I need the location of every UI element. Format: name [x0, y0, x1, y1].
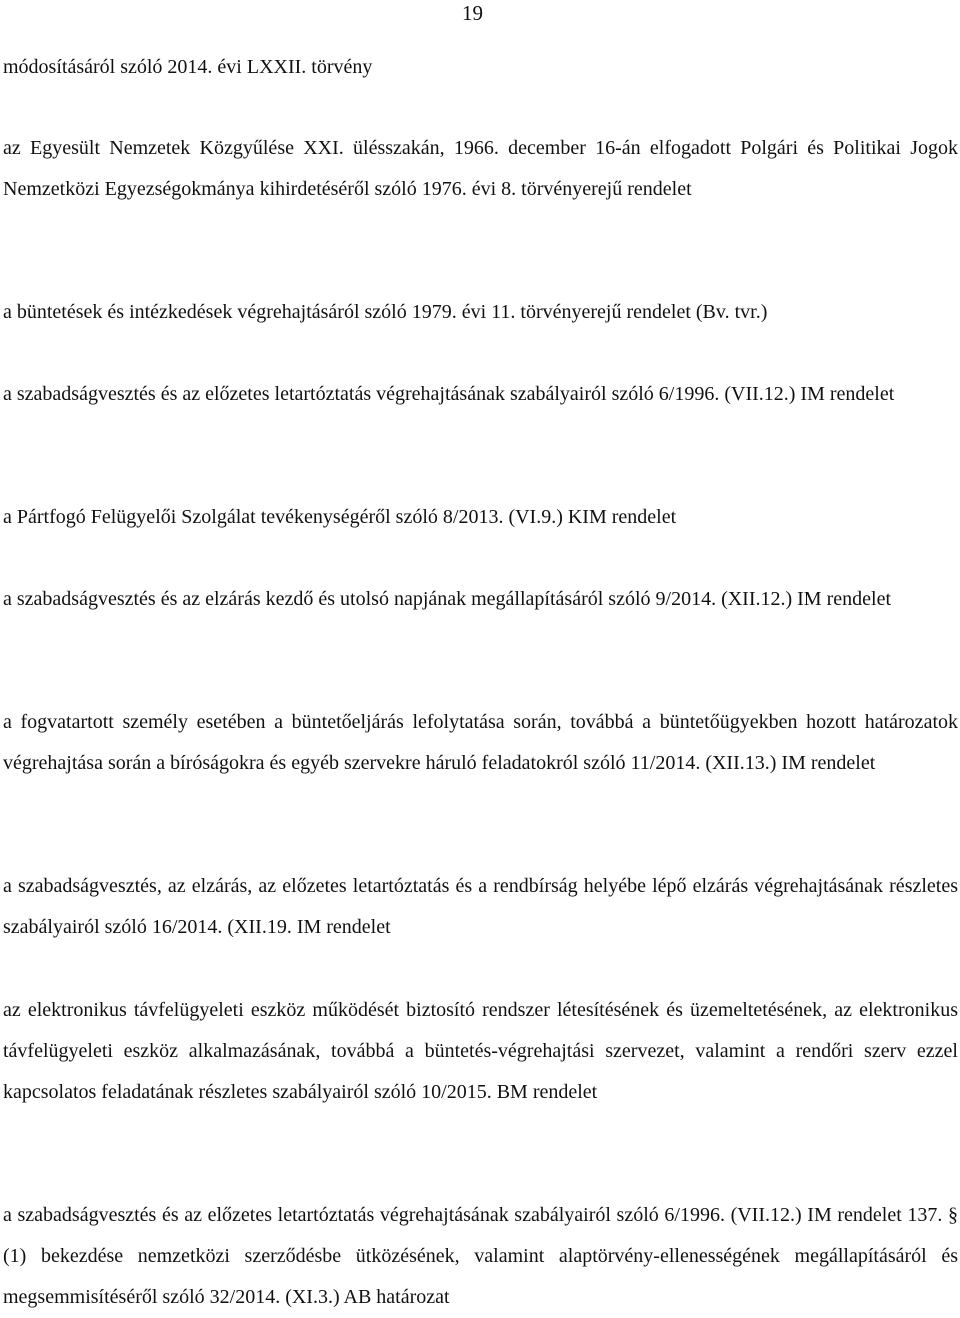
- paragraph-4: a szabadságvesztés és az előzetes letartóztatás végrehajtásának szabályairól szóló 6/1996. (VII.12.) IM rendelet: [3, 383, 895, 405]
- paragraph-2: az Egyesült Nemzetek Közgyűlése XXI. ülésszakán, 1966. december 16-án elfogadott Polgári és Politikai Jogok Nemzetközi Egyezségokmánya kihirdetéséről szóló 1976. évi 8. törvényerejű rendelet: [3, 137, 958, 200]
- paragraph-9: az elektronikus távfelügyeleti eszköz működését biztosító rendszer létesítésének és üzemeltetésének, az elektronikus távfelügyeleti eszköz alkalmazásának, továbbá a büntetés-végrehajtási szervezet, valamint a rendőri szerv ezzel kapcsolatos feladatának részletes szabályairól szóló 10/2015. BM rendelet: [3, 999, 958, 1103]
- paragraph-3: a büntetések és intézkedések végrehajtásáról szóló 1979. évi 11. törvényerejű rendelet (Bv. tvr.): [3, 301, 768, 323]
- paragraph-7: a fogvatartott személy esetében a büntetőeljárás lefolytatása során, továbbá a büntetőügyekben hozott határozatok végrehajtása során a bíróságokra és egyéb szervekre háruló feladatokról szóló 11/2014. (XII.13.) IM rendelet: [3, 711, 958, 774]
- paragraph-1: módosításáról szóló 2014. évi LXXII. törvény: [3, 56, 373, 78]
- page-number: 19: [462, 1, 483, 25]
- paragraph-10: a szabadságvesztés és az előzetes letartóztatás végrehajtásának szabályairól szóló 6/1996. (VII.12.) IM rendelet 137. § (1) bekezdése nemzetközi szerződésbe ütközésének, valamint alaptörvény-ellenességének megállapításáról és megsemmisítéséről szóló 32/2014. (XI.3.) AB határozat: [3, 1204, 958, 1308]
- paragraph-6: a szabadságvesztés és az elzárás kezdő és utolsó napjának megállapításáról szóló 9/2014. (XII.12.) IM rendelet: [3, 588, 891, 610]
- paragraph-8: a szabadságvesztés, az elzárás, az előzetes letartóztatás és a rendbírság helyébe lépő elzárás végrehajtásának részletes szabályairól szóló 16/2014. (XII.19. IM rendelet: [3, 875, 958, 938]
- paragraph-5: a Pártfogó Felügyelői Szolgálat tevékenységéről szóló 8/2013. (VI.9.) KIM rendelet: [3, 506, 677, 528]
